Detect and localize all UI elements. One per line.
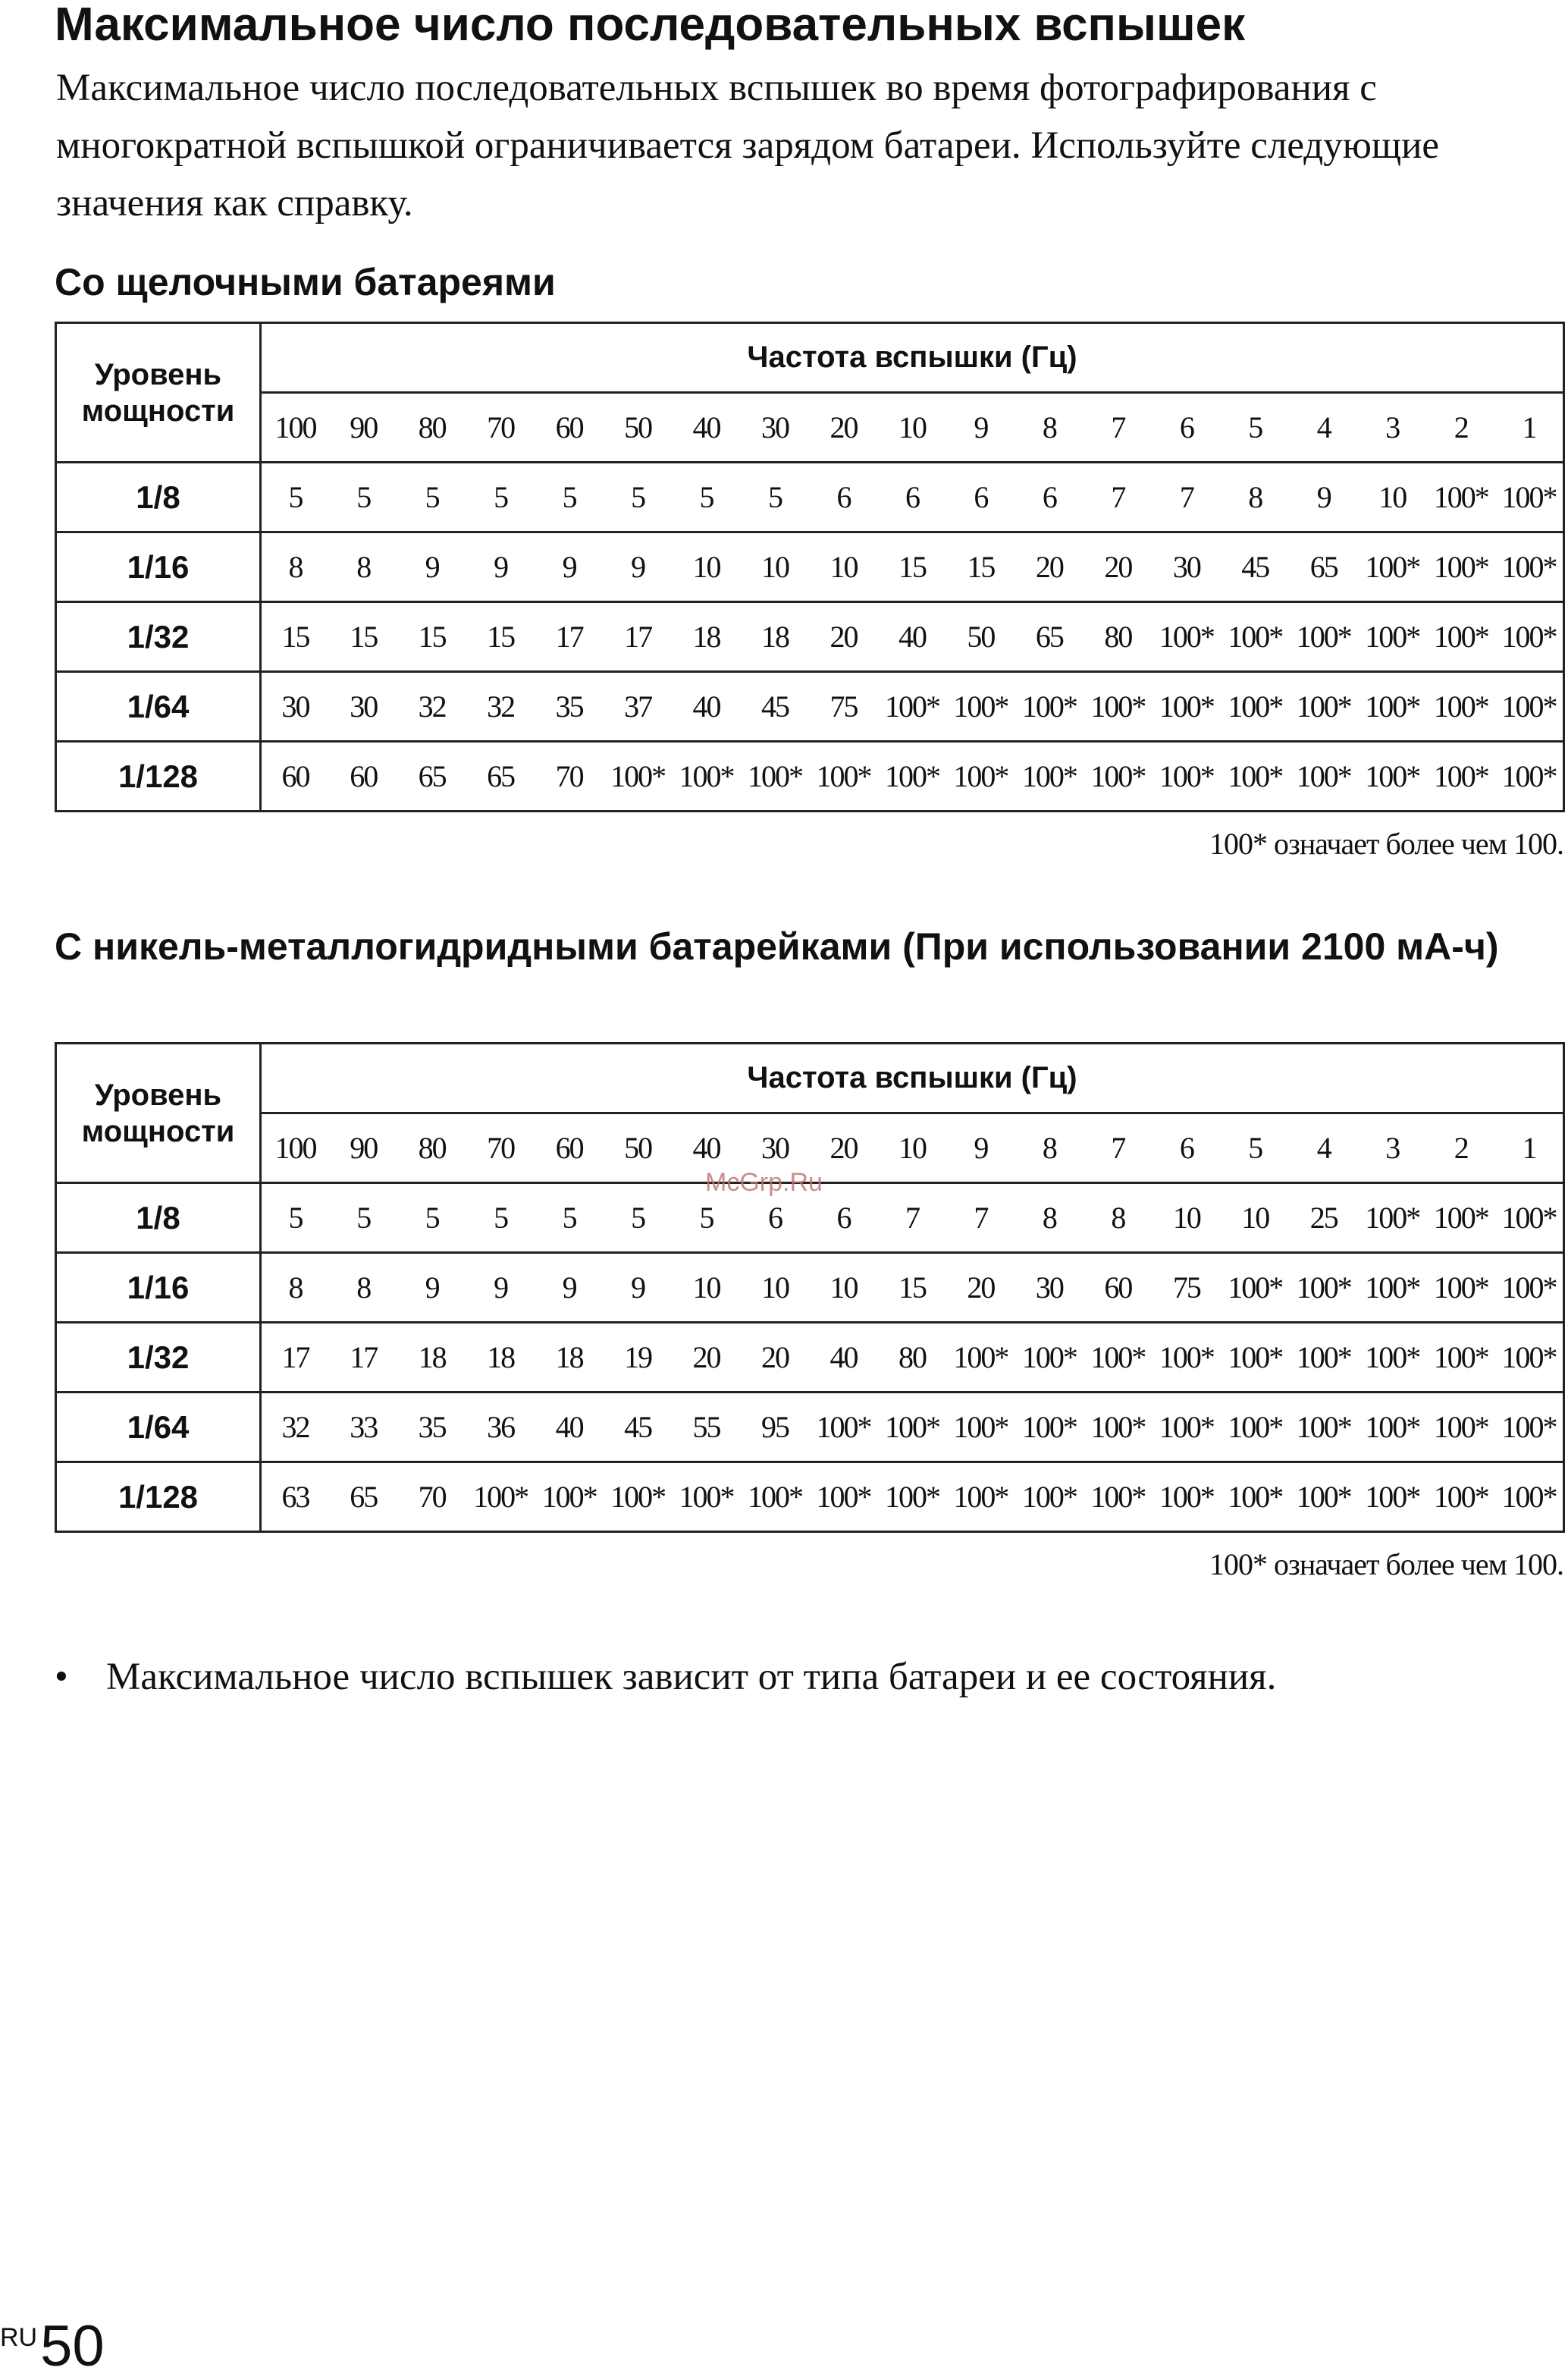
flash-count-cell: 8 [261,1253,329,1323]
frequency-cell: 4 [1290,1113,1358,1183]
frequency-cell: 10 [878,393,946,463]
frequency-cell: 3 [1358,1113,1426,1183]
flash-count-cell: 75 [809,672,877,742]
frequency-cell: 3 [1358,393,1426,463]
power-level-cell: 1/32 [56,1323,261,1393]
flash-count-cell: 35 [397,1393,466,1462]
flash-count-cell: 100* [1015,1323,1083,1393]
footnote-alkaline: 100* означает более чем 100. [1209,827,1563,861]
flash-count-cell: 45 [741,672,809,742]
flash-count-cell: 80 [1083,602,1152,672]
flash-count-cell: 15 [397,602,466,672]
flash-count-cell: 19 [604,1323,672,1393]
flash-count-cell: 40 [672,672,740,742]
frequency-cell: 60 [535,393,603,463]
flash-count-cell: 100* [1358,742,1426,812]
frequency-cell: 9 [946,393,1014,463]
flash-count-cell: 100* [466,1462,535,1532]
flash-count-cell: 40 [535,1393,603,1462]
flash-count-cell: 7 [1083,463,1152,532]
flash-count-cell: 10 [1152,1183,1221,1253]
flash-count-cell: 15 [946,532,1014,602]
flash-count-cell: 9 [397,1253,466,1323]
flash-count-cell: 80 [878,1323,946,1393]
flash-count-cell: 100* [1495,602,1564,672]
flash-count-cell: 9 [604,1253,672,1323]
table-row [56,602,1564,672]
flash-count-cell: 65 [1290,532,1358,602]
flash-count-cell: 100* [1290,602,1358,672]
flash-count-cell: 5 [466,463,535,532]
flash-count-cell: 75 [1152,1253,1221,1323]
flash-count-cell: 100* [878,1393,946,1462]
flash-count-cell: 7 [878,1183,946,1253]
flash-count-cell: 5 [672,1183,740,1253]
flash-count-cell: 100* [1358,1183,1426,1253]
flash-count-cell: 5 [261,1183,329,1253]
flash-count-cell: 5 [329,463,397,532]
flash-count-cell: 36 [466,1393,535,1462]
flash-count-cell: 37 [604,672,672,742]
page-title: Максимальное число последовательных вспышек [55,0,1246,51]
frequency-cell: 4 [1290,393,1358,463]
frequency-cell: 10 [878,1113,946,1183]
flash-count-cell: 7 [946,1183,1014,1253]
frequency-cell: 30 [741,393,809,463]
flash-count-cell: 100* [1358,1393,1426,1462]
bullet-marker: • [55,1656,68,1698]
flash-count-cell: 100* [878,742,946,812]
flash-count-cell: 100* [1358,602,1426,672]
flash-count-cell: 6 [946,463,1014,532]
frequency-cell: 80 [397,1113,466,1183]
frequency-cell: 6 [1152,1113,1221,1183]
flash-count-cell: 33 [329,1393,397,1462]
flash-count-cell: 30 [1152,532,1221,602]
flash-count-cell: 9 [397,532,466,602]
flash-count-cell: 65 [329,1462,397,1532]
flash-count-cell: 20 [946,1253,1014,1323]
flash-count-cell: 100* [1495,672,1564,742]
flash-count-cell: 100* [535,1462,603,1532]
flash-count-cell: 20 [672,1323,740,1393]
flash-count-cell: 100* [1358,1323,1426,1393]
flash-count-cell: 100* [1290,1323,1358,1393]
flash-count-cell: 5 [604,1183,672,1253]
flash-count-cell: 100* [1221,1462,1289,1532]
flash-count-cell: 5 [672,463,740,532]
power-level-cell: 1/8 [56,463,261,532]
flash-count-cell: 100* [1152,1393,1221,1462]
flash-count-cell: 32 [261,1393,329,1462]
frequency-cell: 50 [604,393,672,463]
flash-count-cell: 45 [604,1393,672,1462]
flash-count-cell: 100* [1426,463,1494,532]
flash-count-cell: 30 [261,672,329,742]
flash-count-cell: 100* [1152,602,1221,672]
intro-paragraph: Максимальное число последовательных вспышек во время фотографирования с многократной вспышкой ограничивается зарядом батареи. Используйте следующие значения как справку. [56,67,1440,224]
frequency-cell: 60 [535,1113,603,1183]
flash-count-cell: 40 [809,1323,877,1393]
flash-count-cell: 100* [1221,1323,1289,1393]
frequency-cell: 7 [1083,393,1152,463]
flash-count-cell: 6 [741,1183,809,1253]
page-number-value: 50 [40,2314,105,2378]
flash-count-cell: 5 [741,463,809,532]
power-level-cell: 1/8 [56,1183,261,1253]
note-text: Максимальное число вспышек зависит от типа батареи и ее состояния. [106,1656,1277,1698]
section-title-nimh: С никель-металлогидридными батарейками (При использовании 2100 мА-ч) [55,925,1499,968]
power-level-cell: 1/16 [56,532,261,602]
flash-count-cell: 9 [535,532,603,602]
power-level-cell: 1/64 [56,1393,261,1462]
frequency-values-row [56,393,1564,463]
frequency-cell: 20 [809,393,877,463]
table-header-row [56,323,1564,393]
frequency-cell: 100 [261,393,329,463]
flash-count-cell: 100* [1152,1462,1221,1532]
flash-count-cell: 100* [1290,742,1358,812]
flash-count-cell: 100* [1083,672,1152,742]
flash-count-cell: 32 [466,672,535,742]
power-level-cell: 1/128 [56,1462,261,1532]
nimh-flash-table [55,1042,1565,1533]
flash-count-cell: 100* [604,742,672,812]
language-code: RU [0,2323,38,2352]
flash-count-cell: 100* [809,1393,877,1462]
frequency-cell: 100 [261,1113,329,1183]
frequency-header: Частота вспышки (Гц) [261,323,1564,393]
frequency-cell: 30 [741,1113,809,1183]
flash-count-cell: 60 [261,742,329,812]
flash-count-cell: 55 [672,1393,740,1462]
frequency-header: Частота вспышки (Гц) [261,1044,1564,1113]
flash-count-cell: 9 [535,1253,603,1323]
flash-count-cell: 5 [397,1183,466,1253]
flash-count-cell: 30 [1015,1253,1083,1323]
flash-count-cell: 65 [466,742,535,812]
frequency-cell: 40 [672,1113,740,1183]
list-item [55,1649,1495,1705]
flash-count-cell: 5 [397,463,466,532]
frequency-cell: 2 [1426,1113,1494,1183]
flash-count-cell: 17 [261,1323,329,1393]
flash-count-cell: 100* [1152,1323,1221,1393]
frequency-cell: 8 [1015,1113,1083,1183]
flash-count-cell: 100* [1426,1253,1494,1323]
watermark: McGrp.Ru [705,1168,823,1197]
flash-count-cell: 17 [329,1323,397,1393]
frequency-cell: 6 [1152,393,1221,463]
flash-count-cell: 10 [672,532,740,602]
flash-count-cell: 63 [261,1462,329,1532]
flash-count-cell: 100* [1083,1323,1152,1393]
table-row [56,672,1564,742]
table-row [56,1323,1564,1393]
flash-count-cell: 100* [741,1462,809,1532]
flash-count-cell: 5 [261,463,329,532]
flash-count-cell: 20 [809,602,877,672]
flash-count-cell: 7 [1152,463,1221,532]
flash-count-cell: 100* [1015,742,1083,812]
flash-count-cell: 100* [1221,1393,1289,1462]
flash-count-cell: 100* [1083,1393,1152,1462]
flash-count-cell: 30 [329,672,397,742]
flash-count-cell: 5 [604,463,672,532]
flash-count-cell: 65 [397,742,466,812]
flash-count-cell: 8 [1221,463,1289,532]
flash-count-cell: 20 [1083,532,1152,602]
flash-count-cell: 5 [535,1183,603,1253]
flash-count-cell: 100* [1221,1253,1289,1323]
power-level-cell: 1/128 [56,742,261,812]
section-title-alkaline: Со щелочными батареями [55,261,556,303]
flash-count-cell: 5 [466,1183,535,1253]
flash-count-cell: 17 [535,602,603,672]
frequency-cell: 70 [466,393,535,463]
frequency-cell: 70 [466,1113,535,1183]
flash-count-cell: 9 [1290,463,1358,532]
frequency-cell: 40 [672,393,740,463]
flash-count-cell: 18 [672,602,740,672]
table-row [56,1393,1564,1462]
table-row [56,742,1564,812]
flash-count-cell: 100* [1495,1183,1564,1253]
table-header-row [56,1044,1564,1113]
flash-count-cell: 100* [741,742,809,812]
flash-count-cell: 5 [329,1183,397,1253]
flash-count-cell: 100* [1426,602,1494,672]
flash-count-cell: 6 [1015,463,1083,532]
alkaline-flash-table [55,322,1565,812]
power-level-cell: 1/32 [56,602,261,672]
flash-count-cell: 100* [1495,463,1564,532]
flash-count-cell: 100* [1495,1462,1564,1532]
flash-count-cell: 100* [1358,1462,1426,1532]
flash-count-cell: 100* [1426,1183,1494,1253]
flash-count-cell: 100* [1221,672,1289,742]
frequency-cell: 5 [1221,393,1289,463]
table-row [56,532,1564,602]
flash-count-cell: 18 [741,602,809,672]
power-level-cell: 1/64 [56,672,261,742]
frequency-cell: 50 [604,1113,672,1183]
flash-count-cell: 100* [1358,1253,1426,1323]
flash-count-cell: 100* [1083,742,1152,812]
flash-count-cell: 100* [946,1323,1014,1393]
flash-count-cell: 100* [878,672,946,742]
flash-count-cell: 8 [329,532,397,602]
flash-count-cell: 18 [397,1323,466,1393]
flash-count-cell: 8 [261,532,329,602]
flash-count-cell: 32 [397,672,466,742]
flash-count-cell: 10 [1358,463,1426,532]
flash-count-cell: 100* [1083,1462,1152,1532]
flash-count-cell: 65 [1015,602,1083,672]
flash-count-cell: 100* [878,1462,946,1532]
frequency-cell: 1 [1495,393,1564,463]
flash-count-cell: 15 [878,1253,946,1323]
frequency-cell: 8 [1015,393,1083,463]
flash-count-cell: 100* [946,1462,1014,1532]
flash-count-cell: 100* [1495,742,1564,812]
flash-count-cell: 9 [466,1253,535,1323]
flash-count-cell: 6 [809,1183,877,1253]
flash-count-cell: 5 [535,463,603,532]
power-level-cell: 1/16 [56,1253,261,1323]
flash-count-cell: 100* [672,1462,740,1532]
flash-count-cell: 100* [946,1393,1014,1462]
flash-count-cell: 20 [1015,532,1083,602]
flash-count-cell: 100* [1290,1462,1358,1532]
table-row [56,463,1564,532]
flash-count-cell: 17 [604,602,672,672]
flash-count-cell: 100* [1221,602,1289,672]
flash-count-cell: 100* [1495,1253,1564,1323]
flash-count-cell: 100* [1495,532,1564,602]
table-row [56,1253,1564,1323]
flash-count-cell: 100* [1426,742,1494,812]
flash-count-cell: 15 [261,602,329,672]
flash-count-cell: 9 [604,532,672,602]
notes-list [55,1649,1495,1705]
frequency-cell: 1 [1495,1113,1564,1183]
flash-count-cell: 15 [329,602,397,672]
flash-count-cell: 100* [1495,1323,1564,1393]
frequency-cell: 20 [809,1113,877,1183]
flash-count-cell: 100* [809,742,877,812]
flash-count-cell: 100* [1426,672,1494,742]
frequency-cell: 9 [946,1113,1014,1183]
flash-count-cell: 70 [397,1462,466,1532]
flash-count-cell: 18 [535,1323,603,1393]
flash-count-cell: 15 [466,602,535,672]
frequency-cell: 80 [397,393,466,463]
flash-count-cell: 6 [809,463,877,532]
flash-count-cell: 100* [1015,1462,1083,1532]
frequency-cell: 2 [1426,393,1494,463]
flash-count-cell: 10 [741,1253,809,1323]
frequency-cell: 7 [1083,1113,1152,1183]
page-number [0,2313,105,2379]
flash-count-cell: 20 [741,1323,809,1393]
flash-count-cell: 35 [535,672,603,742]
flash-count-cell: 100* [946,742,1014,812]
flash-count-cell: 15 [878,532,946,602]
flash-count-cell: 100* [1495,1393,1564,1462]
flash-count-cell: 40 [878,602,946,672]
flash-count-cell: 10 [809,532,877,602]
flash-count-cell: 10 [741,532,809,602]
flash-count-cell: 100* [1015,672,1083,742]
flash-count-cell: 25 [1290,1183,1358,1253]
flash-count-cell: 100* [1290,1393,1358,1462]
flash-count-cell: 100* [1426,532,1494,602]
flash-count-cell: 10 [809,1253,877,1323]
flash-count-cell: 100* [1290,672,1358,742]
flash-count-cell: 100* [672,742,740,812]
frequency-cell: 90 [329,1113,397,1183]
flash-count-cell: 100* [1426,1462,1494,1532]
flash-count-cell: 100* [1426,1323,1494,1393]
flash-count-cell: 100* [1152,672,1221,742]
flash-count-cell: 8 [329,1253,397,1323]
flash-count-cell: 6 [878,463,946,532]
frequency-cell: 5 [1221,1113,1289,1183]
flash-count-cell: 70 [535,742,603,812]
flash-count-cell: 100* [1426,1393,1494,1462]
flash-count-cell: 100* [1221,742,1289,812]
flash-count-cell: 100* [1290,1253,1358,1323]
flash-count-cell: 10 [672,1253,740,1323]
flash-count-cell: 95 [741,1393,809,1462]
flash-count-cell: 18 [466,1323,535,1393]
flash-count-cell: 60 [1083,1253,1152,1323]
flash-count-cell: 10 [1221,1183,1289,1253]
flash-count-cell: 45 [1221,532,1289,602]
flash-count-cell: 100* [1358,532,1426,602]
flash-count-cell: 8 [1083,1183,1152,1253]
power-level-header: Уровень мощности [56,323,261,463]
flash-count-cell: 8 [1015,1183,1083,1253]
flash-count-cell: 60 [329,742,397,812]
flash-count-cell: 100* [604,1462,672,1532]
flash-count-cell: 100* [1358,672,1426,742]
flash-count-cell: 100* [809,1462,877,1532]
power-level-header: Уровень мощности [56,1044,261,1183]
table-row [56,1462,1564,1532]
footnote-nimh: 100* означает более чем 100. [1209,1547,1563,1581]
flash-count-cell: 100* [1015,1393,1083,1462]
flash-count-cell: 100* [1152,742,1221,812]
frequency-cell: 90 [329,393,397,463]
flash-count-cell: 50 [946,602,1014,672]
flash-count-cell: 9 [466,532,535,602]
flash-count-cell: 100* [946,672,1014,742]
